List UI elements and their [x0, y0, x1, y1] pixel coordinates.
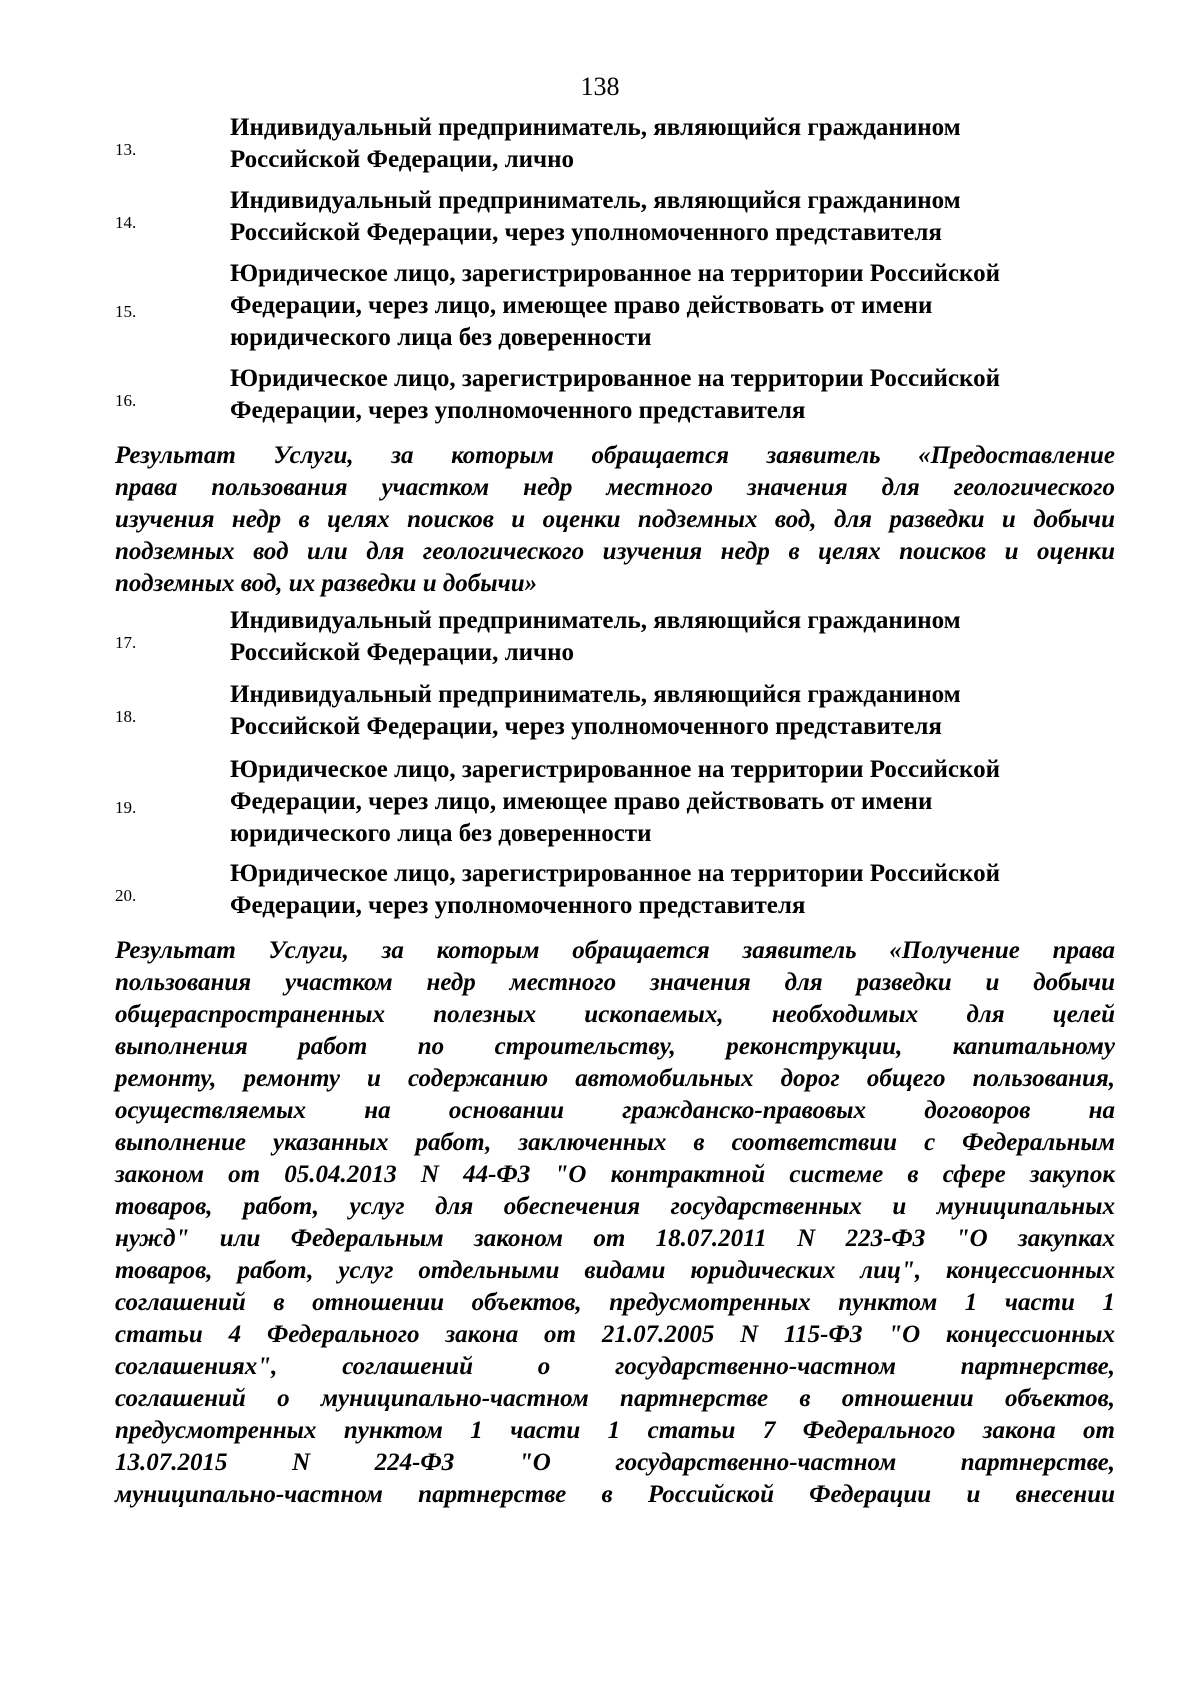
- item-text: [230, 679, 1130, 743]
- text-line: Юридическое лицо, зарегистрированное на территории Российской: [230, 756, 1000, 783]
- item-number: 16.: [115, 391, 137, 410]
- text-line: выполнение указанных работ, заключенных в соответствии с Федеральным: [115, 1129, 1115, 1156]
- text-line: права пользования участком недр местного значения для геологического: [115, 474, 1115, 501]
- item-number: 15.: [115, 302, 137, 321]
- text-line: Федерации, через лицо, имеющее право действовать от имени: [230, 788, 933, 815]
- result-paragraph: [115, 935, 1115, 1511]
- item-text: [230, 605, 1130, 669]
- text-line: Индивидуальный предприниматель, являющийся гражданином: [230, 607, 961, 634]
- text-line: Результат Услуги, за которым обращается заявитель «Получение права: [115, 937, 1115, 964]
- text-line: нужд" или Федеральным законом от 18.07.2011 N 223-ФЗ "О закупках: [115, 1225, 1115, 1252]
- text-line: соглашениях", соглашений о государственно-частном партнерстве,: [115, 1353, 1115, 1380]
- text-line: общераспространенных полезных ископаемых, необходимых для целей: [115, 1001, 1115, 1028]
- text-line: Индивидуальный предприниматель, являющийся гражданином: [230, 681, 961, 708]
- item-text: [230, 112, 1130, 176]
- text-line: соглашений в отношении объектов, предусмотренных пунктом 1 части 1: [115, 1289, 1115, 1316]
- text-line: Юридическое лицо, зарегистрированное на территории Российской: [230, 860, 1000, 887]
- item-text: [230, 754, 1130, 850]
- text-line: юридического лица без доверенности: [230, 324, 652, 351]
- text-line: юридического лица без доверенности: [230, 820, 652, 847]
- item-number: 17.: [115, 633, 137, 652]
- result-paragraph: [115, 440, 1115, 600]
- item-number: 13.: [115, 140, 137, 159]
- item-number: 20.: [115, 886, 137, 905]
- item-text: [230, 185, 1130, 249]
- item-text: [230, 858, 1130, 922]
- text-line: товаров, работ, услуг отдельными видами юридических лиц", концессионных: [115, 1257, 1115, 1284]
- text-line: Федерации, через лицо, имеющее право действовать от имени: [230, 292, 933, 319]
- text-line: подземных вод, их разведки и добычи»: [115, 570, 538, 597]
- text-line: Индивидуальный предприниматель, являющийся гражданином: [230, 187, 961, 214]
- text-line: законом от 05.04.2013 N 44-ФЗ "О контрактной системе в сфере закупок: [115, 1161, 1115, 1188]
- item-number: 14.: [115, 213, 137, 232]
- page-number: 138: [580, 72, 620, 101]
- text-line: Федерации, через уполномоченного представителя: [230, 892, 806, 919]
- text-line: выполнения работ по строительству, реконструкции, капитальному: [115, 1033, 1115, 1060]
- item-number: 18.: [115, 707, 137, 726]
- text-line: пользования участком недр местного значения для разведки и добычи: [115, 969, 1115, 996]
- text-line: статьи 4 Федерального закона от 21.07.2005 N 115-ФЗ "О концессионных: [115, 1321, 1115, 1348]
- item-text: [230, 363, 1130, 427]
- text-line: Федерации, через уполномоченного представителя: [230, 397, 806, 424]
- text-line: Индивидуальный предприниматель, являющийся гражданином: [230, 114, 961, 141]
- text-line: осуществляемых на основании гражданско-правовых договоров на: [115, 1097, 1115, 1124]
- text-line: Юридическое лицо, зарегистрированное на территории Российской: [230, 365, 1000, 392]
- text-line: Результат Услуги, за которым обращается заявитель «Предоставление: [115, 442, 1115, 469]
- text-line: Юридическое лицо, зарегистрированное на территории Российской: [230, 260, 1000, 287]
- text-line: соглашений о муниципально-частном партнерстве в отношении объектов,: [115, 1385, 1115, 1412]
- text-line: изучения недр в целях поисков и оценки подземных вод, для разведки и добычи: [115, 506, 1115, 533]
- text-line: Российской Федерации, лично: [230, 639, 575, 666]
- text-line: Российской Федерации, через уполномоченного представителя: [230, 219, 942, 246]
- text-line: ремонту, ремонту и содержанию автомобильных дорог общего пользования,: [115, 1065, 1115, 1092]
- text-line: Российской Федерации, через уполномоченного представителя: [230, 713, 942, 740]
- text-line: муниципально-частном партнерстве в Российской Федерации и внесении: [115, 1481, 1115, 1508]
- text-line: предусмотренных пунктом 1 части 1 статьи 7 Федерального закона от: [115, 1417, 1115, 1444]
- item-number: 19.: [115, 798, 137, 817]
- item-text: [230, 258, 1130, 354]
- text-line: подземных вод или для геологического изучения недр в целях поисков и оценки: [115, 538, 1115, 565]
- text-line: 13.07.2015 N 224-ФЗ "О государственно-частном партнерстве,: [115, 1449, 1115, 1476]
- text-line: Российской Федерации, лично: [230, 146, 575, 173]
- text-line: товаров, работ, услуг для обеспечения государственных и муниципальных: [115, 1193, 1115, 1220]
